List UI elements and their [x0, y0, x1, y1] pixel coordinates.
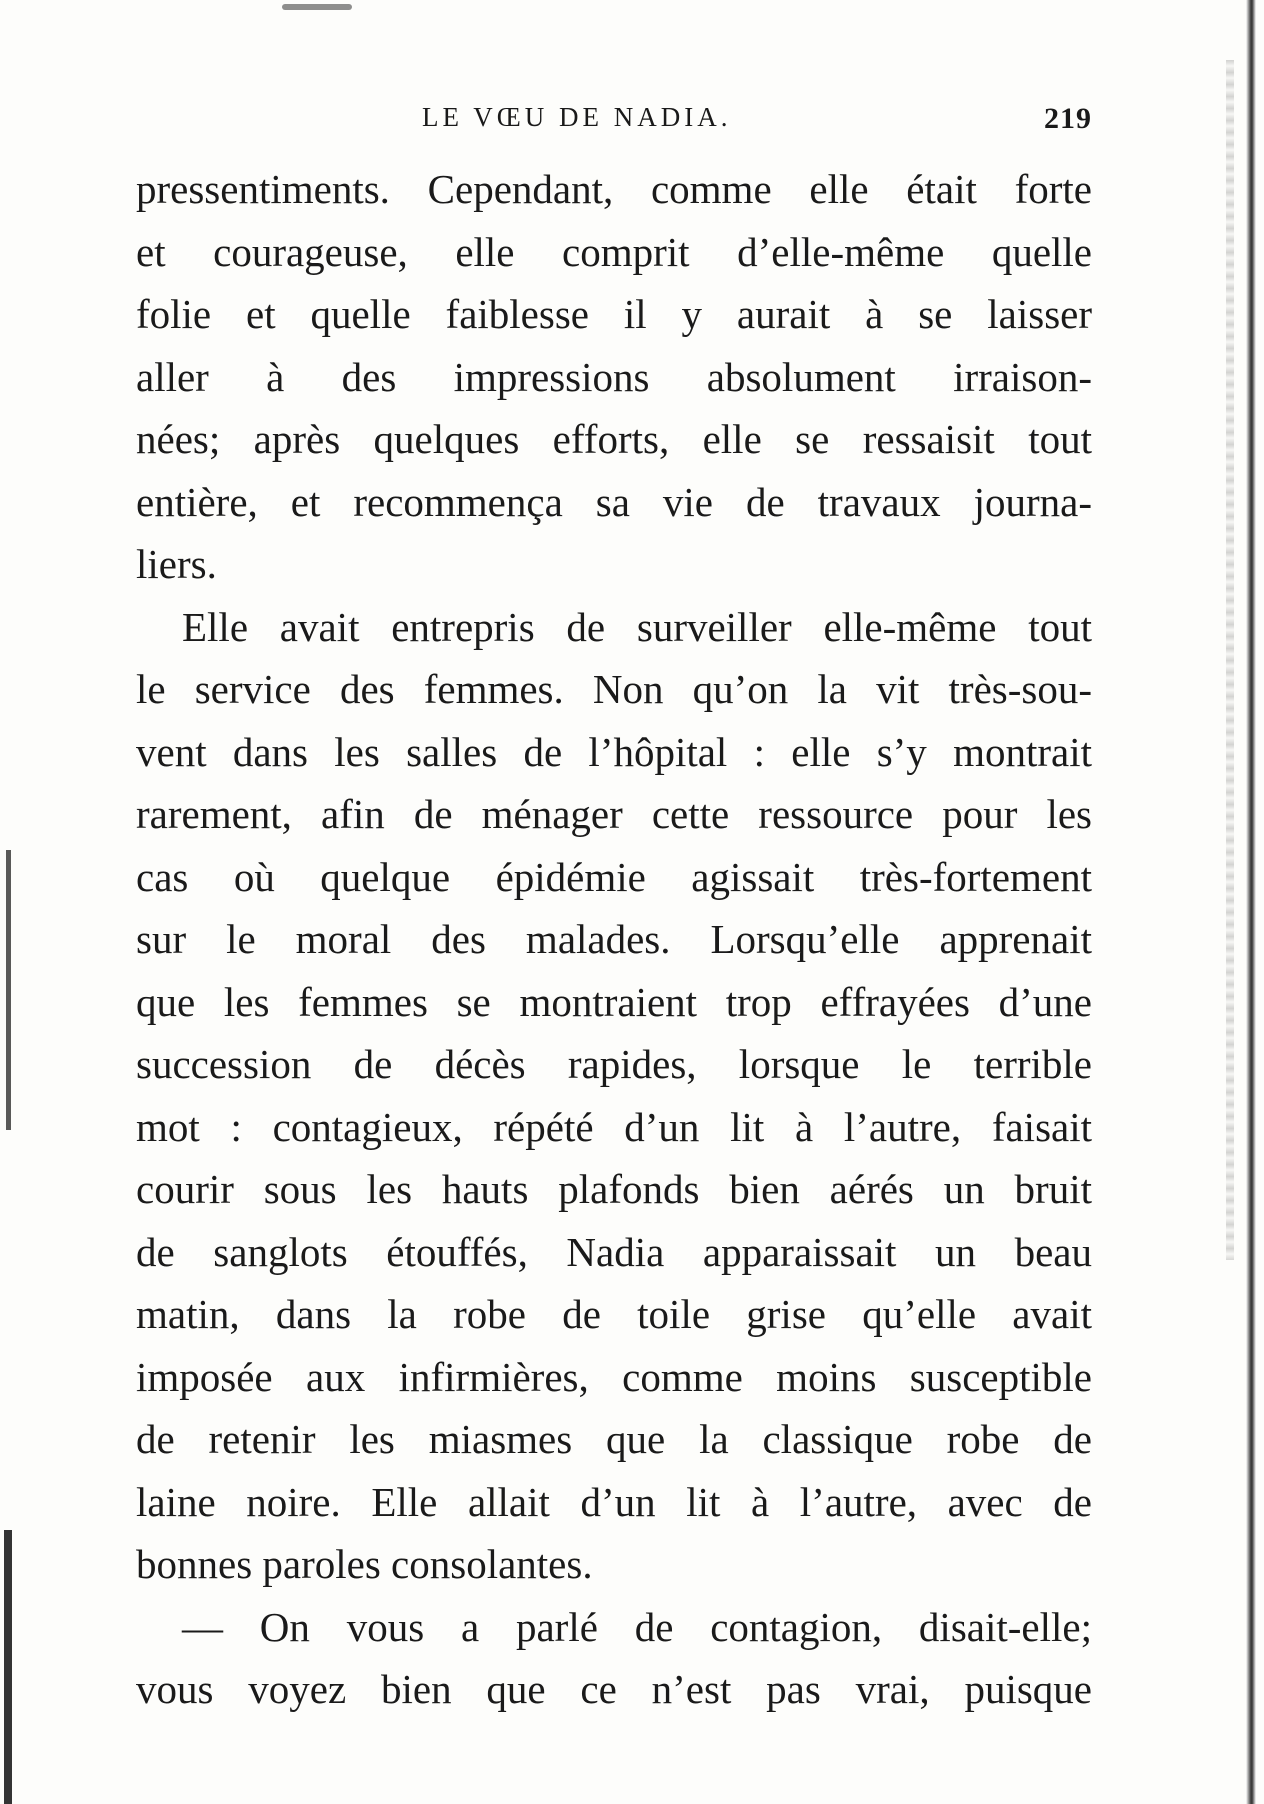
text-line: matin, dans la robe de toile grise qu’elle avait [136, 1291, 1092, 1337]
text-line: de retenir les miasmes que la classique robe de [136, 1416, 1092, 1462]
text-line: nées; après quelques efforts, elle se ressaisit tout [136, 416, 1092, 462]
running-title: LE VŒU DE NADIA. [422, 102, 732, 132]
text-line: Elle avait entrepris de surveiller elle-même tout [182, 603, 1092, 650]
text-line: sur le moral des malades. Lorsqu’elle apprenait [136, 916, 1092, 962]
text-line: vent dans les salles de l’hôpital : elle s’y montrait [136, 728, 1092, 775]
text-line: liers. [136, 541, 217, 587]
page-edge-shadow-left [6, 850, 11, 1130]
text-line: de sanglots étouffés, Nadia apparaissait un beau [136, 1228, 1092, 1275]
text-line: entière, et recommença sa vie de travaux journa- [136, 478, 1092, 525]
text-line: — On vous a parlé de contagion, disait-elle; [182, 1603, 1092, 1650]
page-edge-shadow-left-bottom [4, 1530, 12, 1804]
text-line: le service des femmes. Non qu’on la vit très-sou- [136, 666, 1092, 712]
text-line: succession de décès rapides, lorsque le terrible [136, 1041, 1092, 1087]
text-line: rarement, afin de ménager cette ressource pour les [136, 791, 1092, 837]
text-line: bonnes paroles consolantes. [136, 1541, 593, 1587]
text-line: et courageuse, elle comprit d’elle-même quelle [136, 228, 1092, 275]
page-edge-shadow-right [1246, 0, 1256, 1804]
text-line: mot : contagieux, répété d’un lit à l’autre, faisait [136, 1103, 1092, 1150]
text-line: vous voyez bien que ce n’est pas vrai, puisque [136, 1666, 1092, 1712]
running-head [136, 102, 1092, 142]
scan-smudge [282, 4, 352, 10]
text-line: aller à des impressions absolument irraison- [136, 353, 1092, 400]
body-text [136, 158, 1092, 1721]
page-edge-texture-right [1226, 60, 1234, 1260]
text-line: que les femmes se montraient trop effrayées d’une [136, 978, 1092, 1025]
text-line: pressentiments. Cependant, comme elle était forte [136, 166, 1092, 212]
page-number: 219 [1044, 102, 1092, 135]
text-line: cas où quelque épidémie agissait très-fortement [136, 853, 1092, 900]
text-line: courir sous les hauts plafonds bien aérés un bruit [136, 1166, 1092, 1212]
text-line: laine noire. Elle allait d’un lit à l’autre, avec de [136, 1478, 1092, 1525]
text-line: imposée aux infirmières, comme moins susceptible [136, 1353, 1092, 1400]
text-line: folie et quelle faiblesse il y aurait à se laisser [136, 291, 1092, 337]
